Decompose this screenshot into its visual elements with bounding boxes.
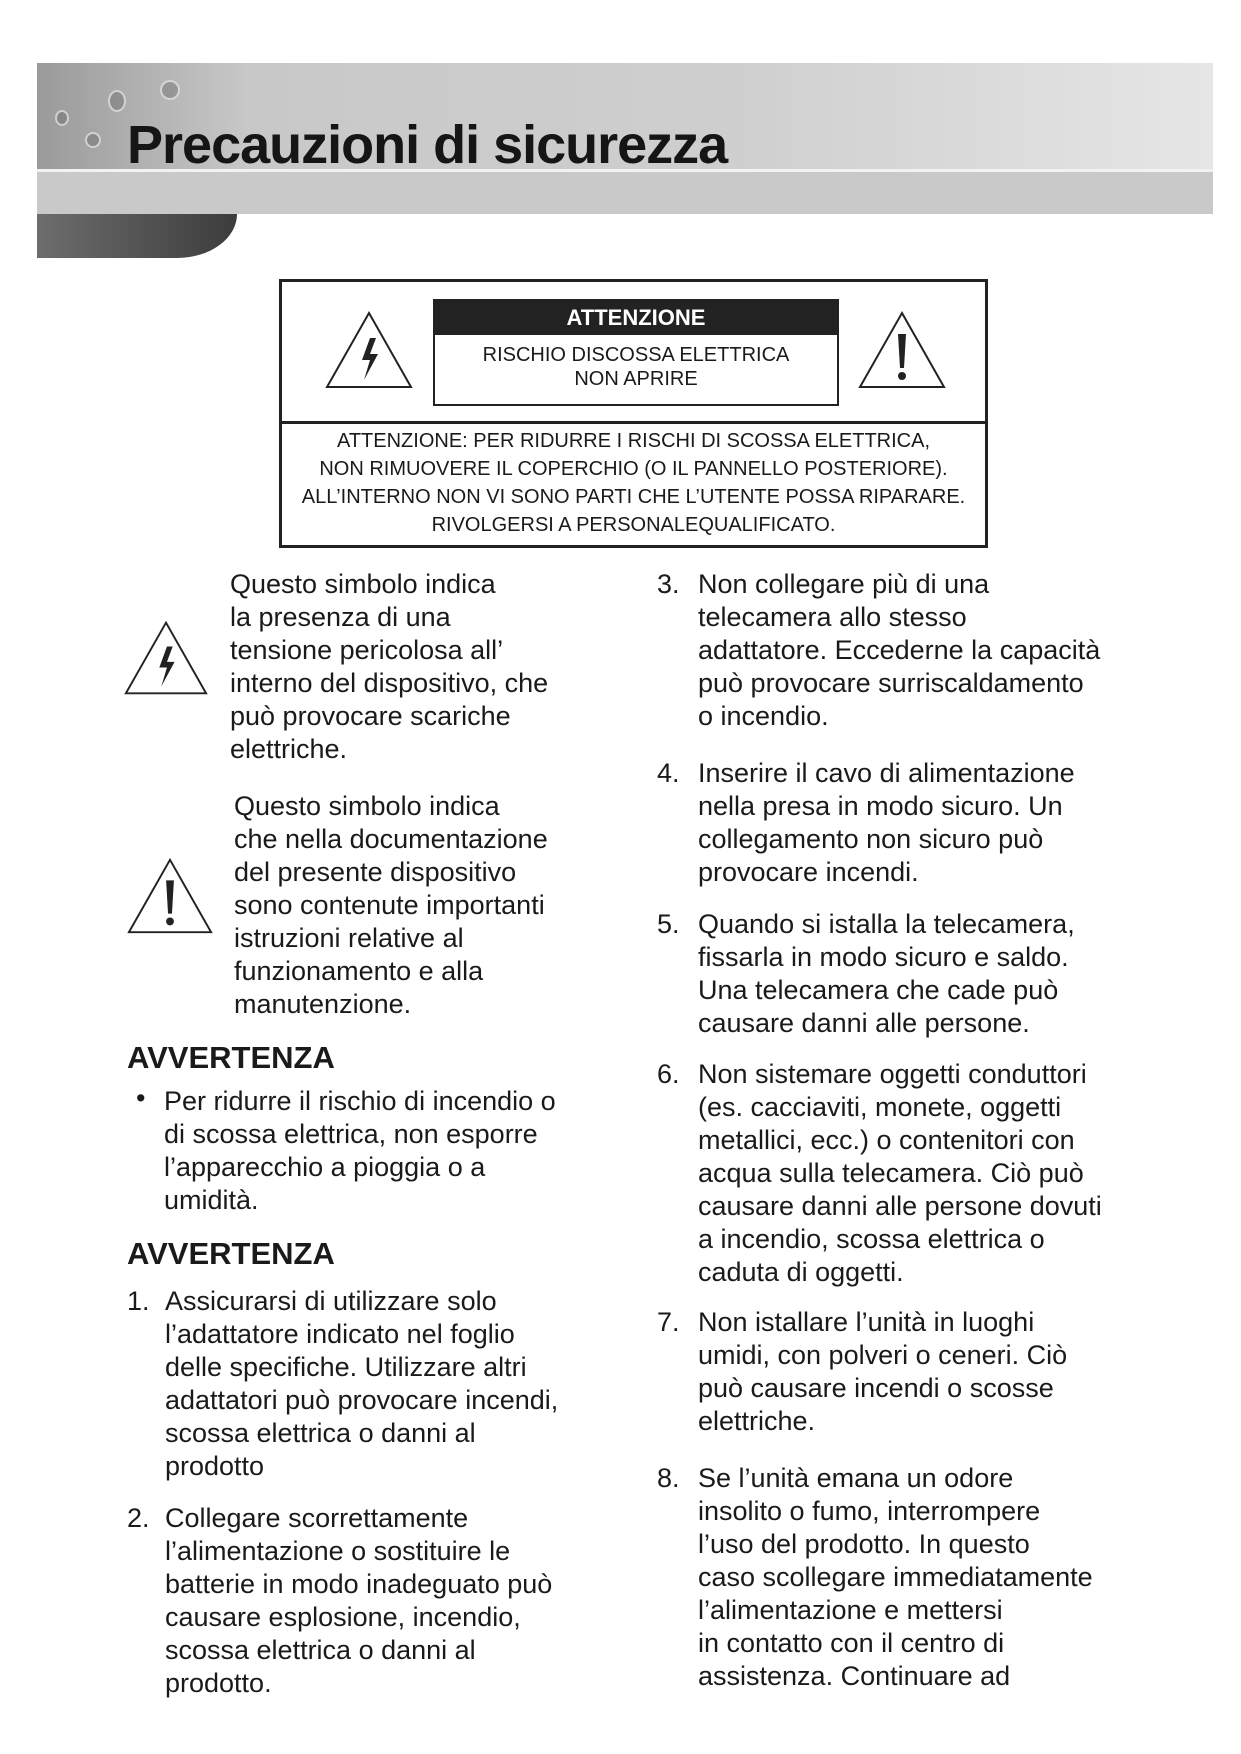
text-line: Non istallare l’unità in luoghi	[698, 1307, 1035, 1337]
text-line: caduta di oggetti.	[698, 1257, 904, 1287]
attenzione-box	[433, 299, 839, 406]
text-line: prodotto	[165, 1451, 265, 1481]
text-line: assistenza. Continuare ad	[698, 1661, 1011, 1691]
lightning-warning-icon	[123, 618, 209, 698]
text-line: Per ridurre il rischio di incendio o	[164, 1086, 556, 1116]
lightning-warning-icon	[324, 310, 414, 390]
notice-line: ATTENZIONE: PER RIDURRE I RISCHI DI SCOSSA ELETTRICA,	[336, 430, 931, 452]
text-line: Se l’unità emana un odore	[698, 1463, 1014, 1493]
text-line: elettriche.	[698, 1406, 816, 1436]
text-line: collegamento non sicuro può	[698, 824, 1044, 854]
item-number: 5.	[657, 909, 680, 939]
list-item	[698, 1058, 1102, 1289]
text-line: acqua sulla telecamera. Ciò può	[698, 1158, 1084, 1188]
water-drop	[55, 110, 69, 126]
text-line: l’apparecchio a pioggia o a	[164, 1152, 486, 1182]
text-line: interno del dispositivo, che	[230, 668, 549, 698]
text-line: causare danni alle persone dovuti	[698, 1191, 1102, 1221]
text-line: prodotto.	[165, 1668, 272, 1698]
warning-label	[279, 279, 988, 548]
section-heading: AVVERTENZA	[127, 1236, 335, 1271]
page-title: Precauzioni di sicurezza	[127, 115, 728, 175]
text-line: telecamera allo stesso	[698, 602, 967, 632]
text-line: tensione pericolosa all’	[230, 635, 504, 665]
text-line: delle specifiche. Utilizzare altri	[165, 1352, 527, 1382]
text-line: insolito o fumo, interrompere	[698, 1496, 1041, 1526]
text-line: nella presa in modo sicuro. Un	[698, 791, 1063, 821]
attenzione-heading: ATTENZIONE	[435, 301, 837, 335]
text-line: può causare incendi o scosse	[698, 1373, 1054, 1403]
header-swoosh	[37, 214, 237, 258]
text-line: manutenzione.	[234, 989, 412, 1019]
text-line: scossa elettrica o danni al	[165, 1418, 476, 1448]
text-line: del presente dispositivo	[234, 857, 517, 887]
notice-line: ALL’INTERNO NON VI SONO PARTI CHE L’UTENTE POSSA RIPARARE.	[301, 486, 966, 508]
text-line: o incendio.	[698, 701, 829, 731]
text-line: causare danni alle persone.	[698, 1008, 1030, 1038]
text-line: umidità.	[164, 1185, 259, 1215]
text-line: metallici, ecc.) o contenitori con	[698, 1125, 1075, 1155]
attenzione-line: NON APRIRE	[574, 368, 698, 390]
exclamation-warning-icon	[857, 310, 947, 390]
text-line: Assicurarsi di utilizzare solo	[165, 1286, 497, 1316]
item-number: 4.	[657, 758, 680, 788]
text-line: istruzioni relative al	[234, 923, 464, 953]
item-number: 7.	[657, 1307, 680, 1337]
notice-line: RIVOLGERSI A PERSONALEQUALIFICATO.	[431, 514, 836, 536]
text-line: Quando si istalla la telecamera,	[698, 909, 1075, 939]
text-line: l’adattatore indicato nel foglio	[165, 1319, 515, 1349]
section-heading: AVVERTENZA	[127, 1040, 335, 1075]
text-line: Non collegare più di una	[698, 569, 990, 599]
warning-notice	[282, 427, 985, 539]
text-line: a incendio, scossa elettrica o	[698, 1224, 1045, 1254]
item-number: 6.	[657, 1059, 680, 1089]
text-line: Questo simbolo indica	[234, 791, 500, 821]
attenzione-line: RISCHIO DISCOSSA ELETTRICA	[482, 344, 790, 366]
header-band-lower	[37, 172, 1213, 214]
notice-line: NON RIMUOVERE IL COPERCHIO (O IL PANNELLO POSTERIORE).	[319, 458, 948, 480]
text-line: adattatori può provocare incendi,	[165, 1385, 559, 1415]
text-line: provocare incendi.	[698, 857, 919, 887]
text-line: che nella documentazione	[234, 824, 548, 854]
water-drop	[85, 132, 101, 148]
text-line: può provocare surriscaldamento	[698, 668, 1084, 698]
text-line: causare esplosione, incendio,	[165, 1602, 521, 1632]
text-line: Non sistemare oggetti conduttori	[698, 1059, 1087, 1089]
text-line: caso scollegare immediatamente	[698, 1562, 1093, 1592]
text-line: l’uso del prodotto. In questo	[698, 1529, 1030, 1559]
water-drop	[108, 90, 126, 112]
text-line: elettriche.	[230, 734, 348, 764]
list-item	[698, 1462, 1093, 1693]
list-item	[698, 757, 1075, 889]
item-number: 2.	[127, 1503, 150, 1533]
text-line: l’alimentazione o sostituire le	[165, 1536, 511, 1566]
exclamation-warning-icon	[126, 855, 214, 937]
text-line: Questo simbolo indica	[230, 569, 496, 599]
text-line: Collegare scorrettamente	[165, 1503, 469, 1533]
item-number: 1.	[127, 1286, 150, 1316]
symbol-description	[230, 568, 548, 766]
water-drop	[160, 80, 180, 100]
list-item	[165, 1502, 552, 1700]
item-number: 3.	[657, 569, 680, 599]
text-line: Una telecamera che cade può	[698, 975, 1059, 1005]
text-line: in contatto con il centro di	[698, 1628, 1005, 1658]
list-item	[698, 908, 1075, 1040]
text-line: l’alimentazione e mettersi	[698, 1595, 1003, 1625]
text-line: di scossa elettrica, non esporre	[164, 1119, 538, 1149]
text-line: può provocare scariche	[230, 701, 511, 731]
list-item	[165, 1285, 558, 1483]
text-line: funzionamento e alla	[234, 956, 484, 986]
text-line: Inserire il cavo di alimentazione	[698, 758, 1075, 788]
list-item	[698, 1306, 1067, 1438]
text-line: fissarla in modo sicuro e saldo.	[698, 942, 1069, 972]
avvertenza-text	[164, 1085, 556, 1217]
text-line: umidi, con polveri o ceneri. Ciò	[698, 1340, 1068, 1370]
text-line: scossa elettrica o danni al	[165, 1635, 476, 1665]
text-line: la presenza di una	[230, 602, 451, 632]
text-line: batterie in modo inadeguato può	[165, 1569, 553, 1599]
item-number: 8.	[657, 1463, 680, 1493]
text-line: adattatore. Eccederne la capacità	[698, 635, 1101, 665]
bullet: •	[136, 1083, 146, 1113]
text-line: (es. cacciaviti, monete, oggetti	[698, 1092, 1062, 1122]
warning-label-top	[282, 282, 985, 424]
list-item	[698, 568, 1100, 733]
symbol-description	[234, 790, 548, 1021]
text-line: sono contenute importanti	[234, 890, 545, 920]
